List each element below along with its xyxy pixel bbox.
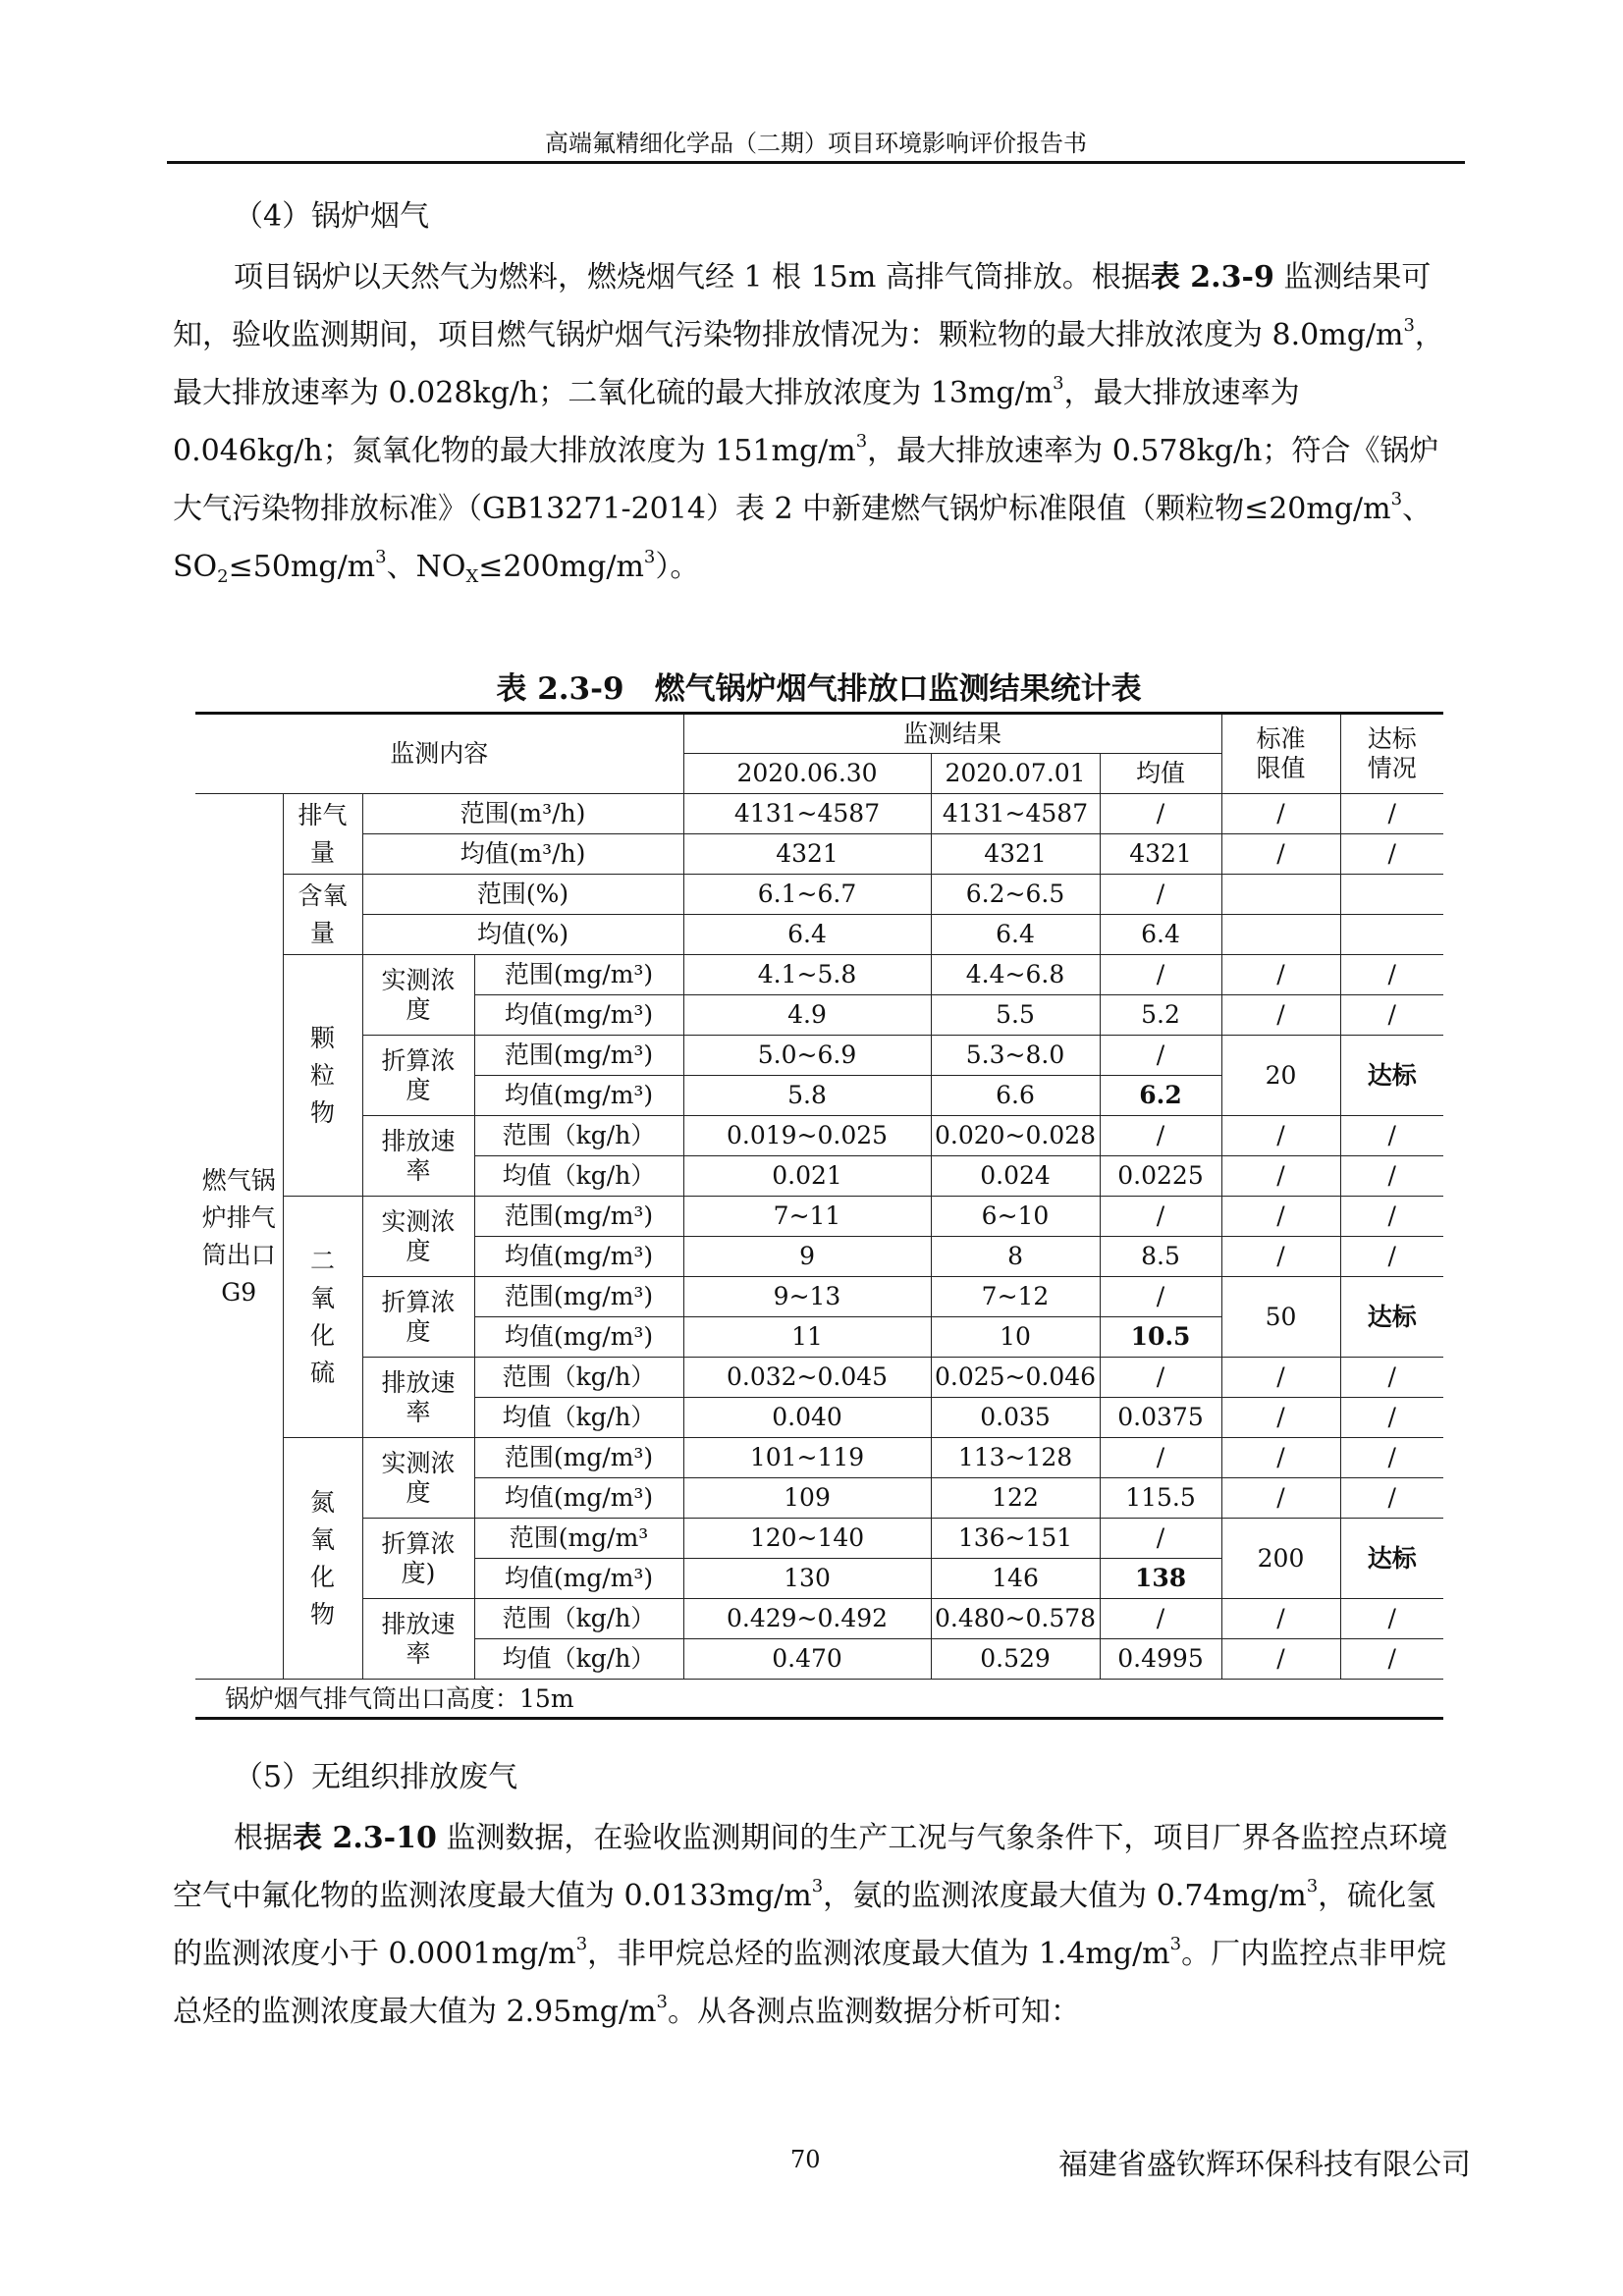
- company-name: 福建省盛钦辉环保科技有限公司: [1058, 2148, 1471, 2182]
- table-row: 均值(m³/h) 4321 4321 4321 / /: [195, 834, 1443, 875]
- header-limit: 标准限值: [1221, 714, 1340, 794]
- nox-label: 氮氧化物: [283, 1438, 362, 1680]
- table-row: 二氧化硫 实测浓度 范围(mg/m³) 7~11 6~10 / / /: [195, 1197, 1443, 1237]
- table-row: 排放速率 范围（kg/h） 0.032~0.045 0.025~0.046 / / /: [195, 1358, 1443, 1398]
- table-header-row: [195, 714, 1443, 754]
- table-row: 均值（kg/h） 0.021 0.024 0.0225 / /: [195, 1156, 1443, 1197]
- table-row: 折算浓度 范围(mg/m³) 5.0~6.9 5.3~8.0 / 20 达标: [195, 1036, 1443, 1076]
- particulate-label: 颗粒物: [283, 955, 362, 1197]
- table-row: 含氧量 范围(%) 6.1~6.7 6.2~6.5 /: [195, 875, 1443, 915]
- header-date-2: 2020.07.01: [931, 754, 1100, 794]
- table-row: 排放速率 范围（kg/h） 0.019~0.025 0.020~0.028 / / /: [195, 1116, 1443, 1156]
- table-footnote: 锅炉烟气排气筒出口高度：15m: [195, 1681, 1443, 1720]
- header-date-1: 2020.06.30: [683, 754, 931, 794]
- table-row: 均值(mg/m³) 9 8 8.5 / /: [195, 1237, 1443, 1277]
- header-content: 监测内容: [195, 714, 683, 794]
- section-4-title: （4）锅炉烟气: [234, 199, 430, 234]
- paragraph-boiler-emissions: 项目锅炉以天然气为燃料，燃烧烟气经 1 根 15m 高排气筒排放。根据表 2.3-9 监测结果可知，验收监测期间，项目燃气锅炉烟气污染物排放情况为：颗粒物的最大排放浓度为 $8.0mg/m^3$，最大排放速率为 0.028kg/h；二氧化硫的最大排放浓度为 $13mg/m^3$，最大排放速率为 0.046kg/h；氮氧化物的最大排放浓度为 $151mg/m^3$，最大排放速率为 0.578kg/h；符合《锅炉大气污染物排放标准》（GB13271-2014）表 2 中新建燃气锅炉标准限值（颗粒物$\le 20mg/m^3$、$SO_2\le 50mg/m^3$、$NO_X\le 200mg/m^3$）。: [173, 260, 1444, 587]
- table-caption: 表 2.3-9 燃气锅炉烟气排放口监测结果统计表: [496, 671, 1142, 707]
- table-row: 均值(%) 6.4 6.4 6.4: [195, 915, 1443, 955]
- monitoring-results-table: [195, 712, 1443, 1680]
- table-row: 均值(mg/m³) 11 10 10.5: [195, 1317, 1443, 1358]
- table-row: 排放速率 范围（kg/h） 0.429~0.492 0.480~0.578 / / /: [195, 1599, 1443, 1639]
- table-row: 均值(mg/m³) 4.9 5.5 5.2 / /: [195, 995, 1443, 1036]
- table-row: 均值(mg/m³) 109 122 115.5 / /: [195, 1478, 1443, 1519]
- table-row: 折算浓度) 范围(mg/m³ 120~140 136~151 / 200 达标: [195, 1519, 1443, 1559]
- oxygen-label: 含氧量: [283, 875, 362, 955]
- page-header: 高端氟精细化学品（二期）项目环境影响评价报告书: [167, 126, 1465, 164]
- table-row: 颗粒物 实测浓度 范围(mg/m³) 4.1~5.8 4.4~6.8 / / /: [195, 955, 1443, 995]
- table-row: 氮氧化物 实测浓度 范围(mg/m³) 101~119 113~128 / / /: [195, 1438, 1443, 1478]
- outlet-label: 燃气锅炉排气筒出口G9: [195, 794, 283, 1680]
- table-row: 均值(mg/m³) 5.8 6.6 6.2: [195, 1076, 1443, 1116]
- exhaust-label: 排气量: [283, 794, 362, 875]
- table-row: 燃气锅炉排气筒出口G9 排气量 范围(m³/h) 4131~4587 4131~4587 / / /: [195, 794, 1443, 834]
- page-number: 70: [790, 2146, 821, 2173]
- section-5-title: （5）无组织排放废气: [234, 1760, 518, 1794]
- so2-label: 二氧化硫: [283, 1197, 362, 1438]
- header-average: 均值: [1100, 754, 1221, 794]
- paragraph-fugitive-emissions: 根据表 2.3-10 监测数据，在验收监测期间的生产工况与气象条件下，项目厂界各监控点环境空气中氟化物的监测浓度最大值为 $0.0133mg/m^3$，氨的监测浓度最大值为 $0.74mg/m^3$，硫化氢的监测浓度小于 $0.0001mg/m^3$，非甲烷总烃的监测浓度最大值为 $1.4mg/m^3$。厂内监控点非甲烷总烃的监测浓度最大值为 $2.95mg/m^3$。从各测点监测数据分析可知：: [173, 1821, 1448, 2029]
- header-status: 达标情况: [1340, 714, 1443, 794]
- table-row: 均值(mg/m³) 130 146 138: [195, 1559, 1443, 1599]
- header-result: 监测结果: [683, 714, 1221, 754]
- table-row: 均值（kg/h） 0.470 0.529 0.4995 / /: [195, 1639, 1443, 1680]
- table-row: 均值（kg/h） 0.040 0.035 0.0375 / /: [195, 1398, 1443, 1438]
- table-row: 折算浓度 范围(mg/m³) 9~13 7~12 / 50 达标: [195, 1277, 1443, 1317]
